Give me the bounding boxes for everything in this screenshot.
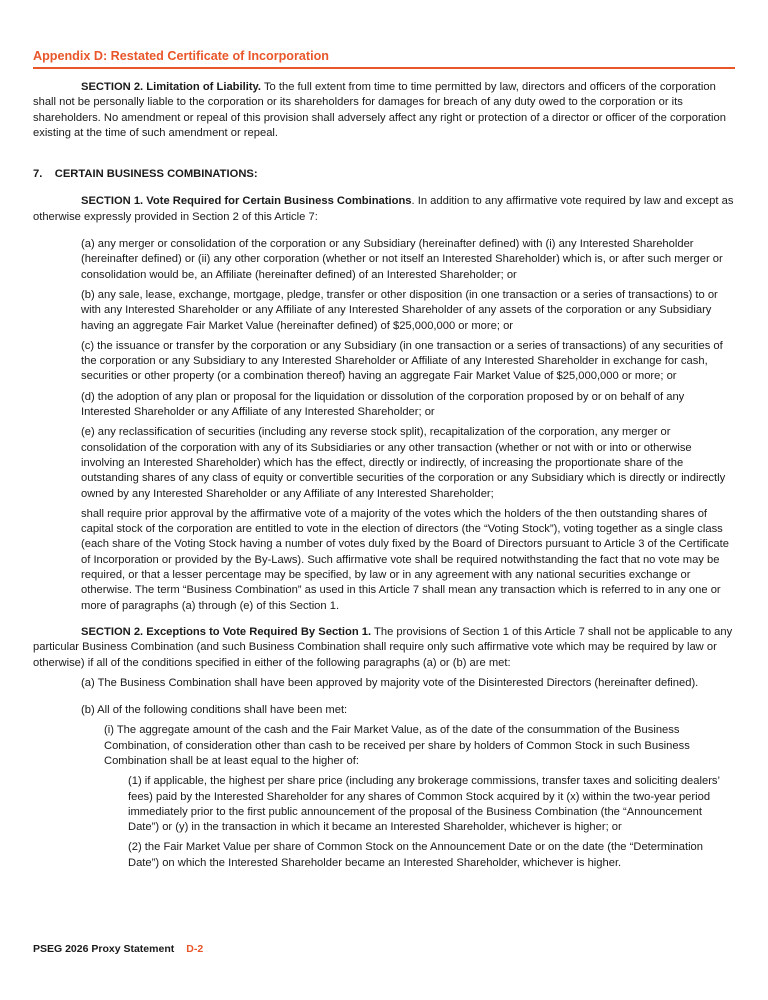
section1-paragraph bbox=[33, 194, 735, 225]
list-item: (c) the issuance or transfer by the corporation or any Subsidiary (in one transaction or a series of transactions) of any securities of the corporation or any Subsidiary to any Interested Shareholder or Affiliate of any Interested Shareholder in exchange for cash, securities or other property (or a combination thereof) having an aggregate Fair Market Value of $25,000,000 or more; or bbox=[81, 339, 723, 383]
exception-item-b-i-2: (2) the Fair Market Value per share of Common Stock on the Announcement Date or on the date (the “Determination Date”) on which the Interested Shareholder became an Interested Shareholder, whichever is higher. bbox=[128, 841, 704, 869]
section2-liability-paragraph bbox=[33, 80, 735, 141]
footer-label: PSEG 2026 Proxy Statement bbox=[33, 943, 175, 955]
section2-exceptions-heading: SECTION 2. Exceptions to Vote Required By Section 1. bbox=[81, 625, 372, 638]
list-item: (e) any reclassification of securities (including any reverse stock split), recapitalization of the corporation, any merger or consolidation of the corporation with any of its Subsidiaries or any other transaction (whether or not with or into or otherwise involving an Interested Shareholder) which has the effect, directly or indirectly, of increasing the proportionate share of the outstanding shares of any class of equity or convertible securities of the corporation or any Subsidiary which is directly or indirectly owned by any Interested Shareholder or any Affiliate of any Interested Shareholder; bbox=[81, 426, 726, 500]
section1-text: . In addition to any affirmative vote required by law and except as otherwise expressly provided in Section 2 of this Article 7: bbox=[33, 195, 734, 223]
section2-exceptions-text: The provisions of Section 1 of this Article 7 shall not be applicable to any particular Business Combination (and such Business Combination shall require only such affirmative vote which may be required by law or otherwise) if all of the conditions specified in either of the following paragraphs (a) or (b) are met: bbox=[33, 625, 733, 669]
exception-item-b: (b) All of the following conditions shall have been met: bbox=[81, 704, 348, 717]
section2-exceptions-paragraph bbox=[33, 625, 735, 671]
section1-closing: shall require prior approval by the affirmative vote of a majority of the votes which the holders of the then outstanding shares of capital stock of the corporation are entitled to vote in the election of directors (the “Voting Stock”), voting together as a single class (each share of the Voting Stock having a number of votes duly fixed by the Board of Directors pursuant to Article 3 of the Certificate of Incorporation or provided by the By-Laws). Such affirmative vote shall be required notwithstanding the fact that no vote may be required, or that a lesser percentage may be specified, by law or in any agreement with any national securities exchange or otherwise. The term “Business Combination” as used in this Article 7 shall mean any transaction which is referred to in any one or more of paragraphs (a) through (e) of this Section 1. bbox=[81, 507, 729, 612]
section2-liability-heading: SECTION 2. Limitation of Liability. bbox=[81, 81, 262, 93]
list-item: (a) any merger or consolidation of the corporation or any Subsidiary (hereinafter defined) with (i) any Interested Shareholder (hereinafter defined) or (ii) any other corporation (whether or not itself an Interested Shareholder) which is, or after such merger or consolidation would be, an Affiliate (hereinafter defined) of an Interested Shareholder; or bbox=[81, 238, 723, 281]
list-item: (d) the adoption of any plan or proposal for the liquidation or dissolution of the corporation proposed by or on behalf of any Interested Shareholder or any Affiliate of any Interested Shareholder; or bbox=[81, 390, 685, 419]
page-number: D-2 bbox=[186, 943, 204, 955]
section2-liability-text: To the full extent from time to time permitted by law, directors and officers of the corporation shall not be personally liable to the corporation or its shareholders for damages for breach of any duty owed to the corporation or its shareholders. No amendment or repeal of this provision shall adversely affect any right or protection of a director or officer of the corporation existing at the time of such amendment or repeal. bbox=[33, 81, 726, 139]
page-footer bbox=[33, 942, 203, 956]
exception-item-b-i: (i) The aggregate amount of the cash and the Fair Market Value, as of the date of the consummation of the Business Combination, of consideration other than cash to be received per share by holders of Common Stock in such Business Combination shall be at least equal to the higher of: bbox=[104, 724, 690, 767]
list-item: (b) any sale, lease, exchange, mortgage, pledge, transfer or other disposition (in one transaction or a series of transactions) to or with any Interested Shareholder or any Affiliate of any Interested Shareholder of any assets of the corporation or any Subsidiary having an aggregate Fair Market Value (hereinafter defined) of $25,000,000 or more; or bbox=[81, 288, 718, 332]
exception-item-a: (a) The Business Combination shall have been approved by majority vote of the Disinterested Directors (hereinafter defined). bbox=[81, 676, 699, 689]
exception-item-b-i-1: (1) if applicable, the highest per share price (including any brokerage commissions, transfer taxes and soliciting dealers’ fees) paid by the Interested Shareholder for any shares of Common Stock acquired by it (x) within the two-year period immediately prior to the first public announcement of the proposal of the Business Combination (the “Announcement Date”) or (y) in the transaction in which it became an Interested Shareholder, whichever is higher; or bbox=[128, 775, 720, 834]
document-page bbox=[33, 0, 735, 871]
page-header-title: Appendix D: Restated Certificate of Incorporation bbox=[33, 48, 735, 69]
section1-heading: SECTION 1. Vote Required for Certain Business Combinations bbox=[81, 195, 412, 208]
article7-heading: 7. CERTAIN BUSINESS COMBINATIONS: bbox=[33, 168, 258, 181]
document-body bbox=[33, 80, 735, 871]
